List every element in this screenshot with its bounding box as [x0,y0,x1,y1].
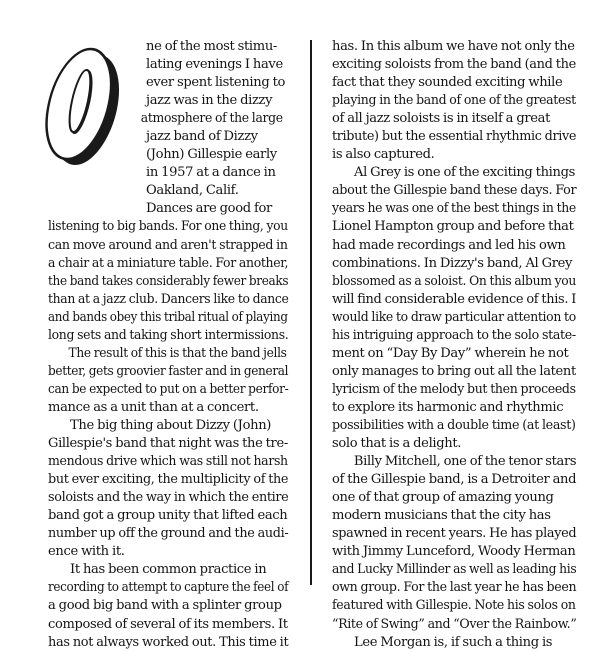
text-line: (John) Gillespie early [146,147,277,163]
text-line: has. In this album we have not only the [332,39,575,54]
text-line: band got a group unity that lifted each [48,508,288,524]
text-line: Gillespie's band that night was the tre- [48,436,288,452]
text-line: is also captured. [332,147,435,163]
text-line: composed of several of its members. It [48,616,288,632]
text-line: had made recordings and led his own [332,237,566,253]
text-line: Oakland, Calif. [146,183,239,199]
text-line: solo that is a delight. [332,436,462,452]
text-line: of the Gillespie band, is a Detroiter and [332,472,577,488]
text-line: in 1957 at a dance in [146,165,276,181]
text-line: ment on “Day By Day” wherein he not [332,345,569,361]
text-line: jazz was in the dizzy [146,93,273,109]
text-line: about the Gillespie band these days. For [332,183,577,199]
text-line: exciting soloists from the band (and the [332,57,576,73]
text-line: Lionel Hampton group and before that [332,219,574,235]
text-line: modern musicians that the city has [332,508,551,524]
text-line: The result of this is that the band jells [68,345,287,361]
text-line: It has been common practice in [70,562,267,578]
text-line: blossomed as a soloist. On this album you [332,273,576,289]
text-line: can be expected to put on a better perfor- [48,381,289,397]
text-line: and Lucky Millinder as well as leading his [332,562,577,578]
text-line: possibilities with a double time (at least) [332,417,576,433]
text-line: to explore its harmonic and rhythmic [332,399,564,415]
text-line: a good big band with a splinter group [48,598,282,614]
text-line: spawned in recent years. He has played [332,526,577,542]
text-line: The big thing about Dizzy (John) [70,417,272,433]
text-line: better, gets groovier faster and in general [48,363,289,379]
text-line: one of that group of amazing young [332,490,554,506]
text-line: listening to big bands. For one thing, you [48,219,288,235]
text-line: featured with Gillespie. Note his solos on [332,598,576,614]
text-line: the band takes considerably fewer breaks [48,273,289,289]
text-line: Dances are good for [146,201,272,217]
text-line: only manages to bring out all the latent [332,363,576,379]
left-text-column [48,38,288,652]
text-line: a chair at a miniature table. For another, [48,255,289,271]
text-line: mendous drive which was still not harsh [48,454,288,470]
text-line: ne of the most stimu- [146,39,277,54]
text-line: can move around and aren't strapped in [48,237,288,253]
text-line: would like to draw particular attention to [332,309,576,325]
text-line: tribute) but the essential rhythmic drive [332,129,577,145]
text-line: lating evenings I have [146,57,283,73]
text-line: years he was one of the best things in the [332,201,576,217]
text-line: of all jazz soloists is in itself a great [332,111,551,127]
text-line: “Rite of Swing” and “Over the Rainbow.” [332,616,577,632]
text-line: ever spent listening to [146,75,286,91]
text-line: Billy Mitchell, one of the tenor stars [353,454,577,470]
text-line: long sets and taking short intermissions. [48,327,289,343]
text-line: lyricism of the melody but then proceeds [332,381,576,397]
text-line: ence with it. [48,544,125,560]
text-line: Lee Morgan is, if such a thing is [354,634,553,650]
text-line: with Jimmy Lunceford, Woody Herman [332,544,576,560]
text-line: own group. For the last year he has been [332,580,577,596]
text-line: but ever exciting, the multiplicity of the [48,472,289,488]
text-line: soloists and the way in which the entire [48,490,289,506]
text-line: and bands obey this tribal ritual of playing [48,309,288,325]
right-text-column [332,38,576,652]
text-line: jazz band of Dizzy [146,129,258,145]
text-line: than at a jazz club. Dancers like to dance [48,291,289,307]
column-divider [310,40,312,585]
text-line: will find considerable evidence of this. I [332,291,577,307]
text-line: atmosphere of the large [140,111,283,127]
text-line: Al Grey is one of the exciting things [354,165,575,181]
text-line: his intriguing approach to the solo state- [332,327,576,343]
text-line: number up off the ground and the audi- [48,526,289,542]
text-line: fact that they sounded exciting while [332,75,563,91]
text-line: recording to attempt to capture the feel of [48,580,289,596]
text-line: mance as a unit than at a concert. [48,399,259,415]
text-line: combinations. In Dizzy's band, Al Grey [332,255,573,271]
text-line: playing in the band of one of the greatest [332,93,576,109]
text-line: has not always worked out. This time it [48,634,289,650]
